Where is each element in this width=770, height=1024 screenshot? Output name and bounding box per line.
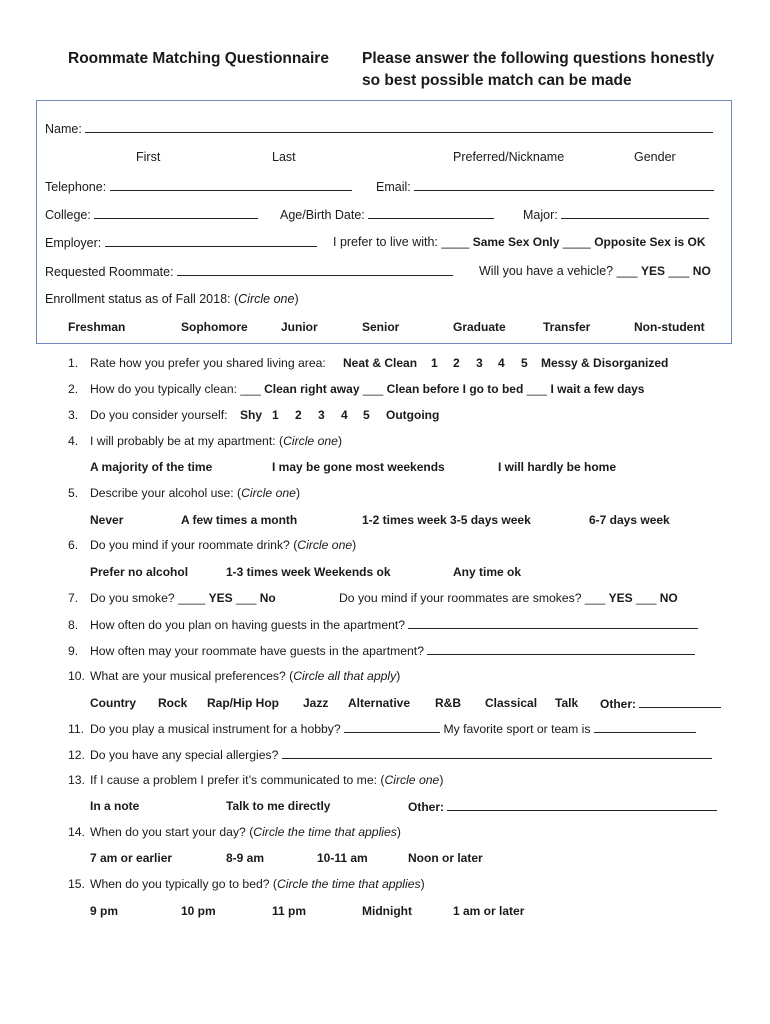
question-3: 3. Do you consider yourself: [68,408,228,422]
q14-option-10-11am[interactable]: 10-11 am [317,851,368,865]
q4-option-majority[interactable]: A majority of the time [90,460,213,474]
q3-scale-5[interactable]: 5 [363,408,370,422]
q10-alternative[interactable]: Alternative [348,696,411,710]
q5-option-few-times[interactable]: A few times a month [181,513,298,527]
question-1: 1. Rate how you prefer you shared living area: [68,356,326,370]
question-8: 8. How often do you plan on having guests in the apartment? [68,617,698,632]
question-6: 6. Do you mind if your roommate drink? (Circle one) [68,538,357,552]
age-field[interactable] [368,207,494,219]
name-row [45,121,713,136]
q10-rap-hip-hop[interactable]: Rap/Hip Hop [207,696,279,710]
q4-option-weekends[interactable]: I may be gone most weekends [272,460,445,474]
q6-option-weekly[interactable]: 1-3 times week Weekends ok [226,565,391,579]
q2-option-before-bed: Clean before I go to bed [386,382,524,396]
q5-option-daily[interactable]: 6-7 days week [589,513,670,527]
telephone-label: Telephone: [45,180,107,194]
question-12: 12. Do you have any special allergies? [68,747,712,762]
q7b-no: NO [659,591,678,605]
enrollment-junior[interactable]: Junior [281,320,318,334]
q1-scale-1[interactable]: 1 [431,356,438,370]
q7-no-blank[interactable]: ___ [236,591,257,605]
vehicle-no: NO [692,264,711,278]
q13-option-note[interactable]: In a note [90,799,140,813]
vehicle-label: Will you have a vehicle? [479,264,614,278]
opposite-sex-blank[interactable]: ____ [562,235,591,249]
q14-option-noon[interactable]: Noon or later [408,851,483,865]
college-field[interactable] [94,207,258,219]
q6-option-any-time[interactable]: Any time ok [453,565,522,579]
age-label: Age/Birth Date: [280,208,365,222]
q9-answer-field[interactable] [427,643,695,655]
question-9: 9. How often may your roommate have guests in the apartment? [68,643,695,658]
living-preference-row [333,235,706,249]
q5-option-weekly[interactable]: 1-2 times week 3-5 days week [362,513,531,527]
enrollment-transfer[interactable]: Transfer [543,320,591,334]
q7-no: No [259,591,276,605]
college-row [45,207,258,222]
q10-other-field[interactable] [639,696,721,708]
q7b-yes: YES [608,591,633,605]
q10-classical[interactable]: Classical [485,696,538,710]
q2-blank-3[interactable]: ___ [526,382,548,396]
question-5: 5. Describe your alcohol use: (Circle one) [68,486,300,500]
q12-allergies-field[interactable] [282,747,712,759]
q14-option-8-9am[interactable]: 8-9 am [226,851,265,865]
vehicle-yes: YES [640,264,665,278]
employer-label: Employer: [45,236,102,250]
q15-option-10pm[interactable]: 10 pm [181,904,216,918]
question-7b: Do you mind if your roommates are smokes? ___ YES ___ NO [339,591,678,605]
telephone-row [45,179,352,194]
enrollment-graduate[interactable]: Graduate [453,320,506,334]
question-14: 14. When do you start your day? (Circle the time that applies) [68,825,401,839]
q10-other[interactable]: Other: [600,696,721,711]
q3-shy[interactable]: Shy [240,408,263,422]
instructions-line-2: so best possible match can be made [362,72,632,89]
requested-roommate-row [45,264,453,279]
q4-option-hardly[interactable]: I will hardly be home [498,460,617,474]
last-caption: Last [272,150,296,164]
q3-scale-2[interactable]: 2 [295,408,302,422]
question-2: 2. How do you typically clean: ___ Clean right away ___ Clean before I go to bed ___ I wait a few days [68,382,645,396]
q10-country[interactable]: Country [90,696,136,710]
enrollment-sophomore[interactable]: Sophomore [181,320,248,334]
requested-roommate-label: Requested Roommate: [45,265,174,279]
enrollment-senior[interactable]: Senior [362,320,400,334]
q7b-yes-blank[interactable]: ___ [584,591,606,605]
q3-outgoing[interactable]: Outgoing [386,408,440,422]
q7-yes: YES [208,591,233,605]
q13-other-field[interactable] [447,799,717,811]
vehicle-no-blank[interactable]: ___ [668,264,690,278]
living-preference-label: I prefer to live with: [333,235,438,249]
q2-option-right-away: Clean right away [264,382,360,396]
opposite-sex-option: Opposite Sex is OK [594,235,706,249]
name-field[interactable] [85,121,713,133]
enrollment-freshman[interactable]: Freshman [68,320,126,334]
q15-option-11pm[interactable]: 11 pm [272,904,307,918]
age-row [280,207,494,222]
preferred-caption: Preferred/Nickname [453,150,565,164]
q1-neat[interactable]: Neat & Clean [343,356,418,370]
major-row [523,207,709,222]
q10-rnb[interactable]: R&B [435,696,461,710]
question-15: 15. When do you typically go to bed? (Circle the time that applies) [68,877,425,891]
q2-option-few-days: I wait a few days [550,382,645,396]
q15-option-1am[interactable]: 1 am or later [453,904,525,918]
q1-scale-3[interactable]: 3 [476,356,483,370]
major-label: Major: [523,208,558,222]
gender-caption: Gender [634,150,676,164]
enrollment-label: Enrollment status as of Fall 2018: (Circle one) [45,292,299,306]
q6-option-no-alcohol[interactable]: Prefer no alcohol [90,565,189,579]
q7-yes-blank[interactable]: ____ [178,591,206,605]
q7b-no-blank[interactable]: ___ [636,591,657,605]
q10-rock[interactable]: Rock [158,696,188,710]
q11-instrument-field[interactable] [344,721,440,733]
form-title: Roommate Matching Questionnaire [68,50,329,67]
q13-option-other[interactable]: Other: [408,799,717,814]
email-field[interactable] [414,179,714,191]
q14-option-7am[interactable]: 7 am or earlier [90,851,173,865]
instructions-line-1: Please answer the following questions honestly [362,50,715,67]
same-sex-option: Same Sex Only [472,235,560,249]
q13-option-direct[interactable]: Talk to me directly [226,799,331,813]
q1-scale-4[interactable]: 4 [498,356,505,370]
email-row [376,179,714,194]
vehicle-row [479,264,711,278]
vehicle-yes-blank[interactable]: ___ [616,264,638,278]
question-4: 4. I will probably be at my apartment: (Circle one) [68,434,342,448]
email-label: Email: [376,180,411,194]
question-10: 10. What are your musical preferences? (Circle all that apply) [68,669,401,683]
employer-field[interactable] [105,235,317,247]
q10-jazz[interactable]: Jazz [303,696,329,710]
q8-answer-field[interactable] [408,617,698,629]
q1-scale-5[interactable]: 5 [521,356,528,370]
q3-scale-1[interactable]: 1 [272,408,279,422]
enrollment-non-student[interactable]: Non-student [634,320,705,334]
q2-blank-2[interactable]: ___ [362,382,384,396]
name-label: Name: [45,122,82,136]
question-13: 13. If I cause a problem I prefer it’s communicated to me: (Circle one) [68,773,444,787]
personal-info-box [36,100,732,344]
question-11: 11. Do you play a musical instrument for a hobby? My favorite sport or team is [68,721,696,736]
q3-scale-4[interactable]: 4 [341,408,348,422]
employer-row [45,235,317,250]
q10-talk[interactable]: Talk [555,696,579,710]
q2-blank-1[interactable]: ___ [240,382,261,396]
telephone-field[interactable] [110,179,352,191]
q11-sport-field[interactable] [594,721,696,733]
question-7: 7. Do you smoke? ____ YES ___ No [68,591,276,605]
same-sex-blank[interactable]: ____ [441,235,470,249]
q1-scale-2[interactable]: 2 [453,356,460,370]
q3-scale-3[interactable]: 3 [318,408,325,422]
first-caption: First [136,150,161,164]
major-field[interactable] [561,207,709,219]
q5-option-never[interactable]: Never [90,513,124,527]
q15-option-midnight[interactable]: Midnight [362,904,412,918]
requested-roommate-field[interactable] [177,264,453,276]
q15-option-9pm[interactable]: 9 pm [90,904,119,918]
q1-messy[interactable]: Messy & Disorganized [541,356,669,370]
college-label: College: [45,208,91,222]
